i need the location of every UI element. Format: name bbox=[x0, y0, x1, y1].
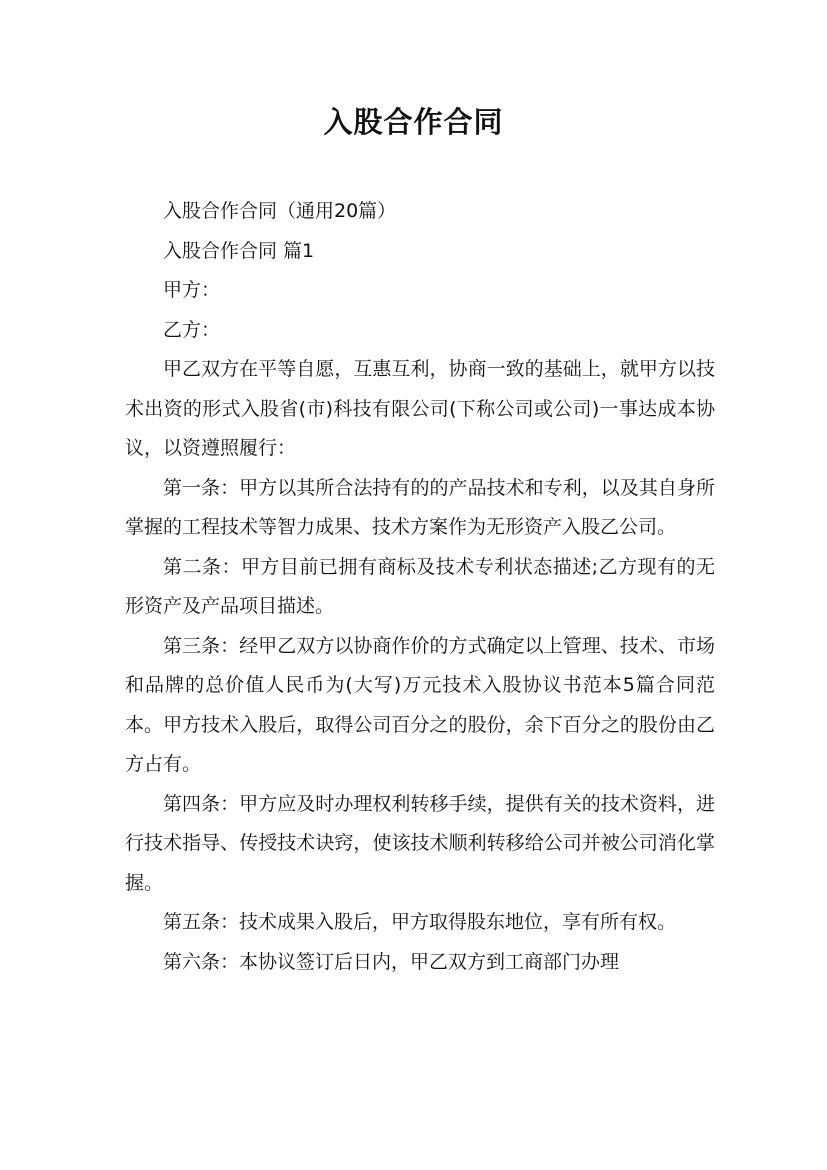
paragraph-subtitle: 入股合作合同（通用20篇） bbox=[163, 200, 397, 222]
paragraph-article-5: 第五条：技术成果入股后，甲方取得股东地位，享有所有权。 bbox=[163, 911, 677, 933]
paragraph-article-2: 第二条：甲方目前已拥有商标及技术专利状态描述;乙方现有的无形资产及产品项目描述。 bbox=[125, 555, 715, 617]
paragraph-party-a: 甲方： bbox=[163, 279, 221, 301]
document-body bbox=[125, 192, 715, 982]
paragraph-article-1: 第一条：甲方以其所合法持有的的产品技术和专利，以及其自身所掌握的工程技术等智力成果、技术方案作为无形资产入股乙公司。 bbox=[125, 476, 715, 538]
document-title: 入股合作合同 bbox=[323, 105, 504, 139]
paragraph-preamble: 甲乙双方在平等自愿，互惠互利，协商一致的基础上，就甲方以技术出资的形式入股省(市)科技有限公司(下称公司或公司)一事达成本协议，以资遵照履行： bbox=[125, 358, 715, 459]
paragraph-article-6: 第六条：本协议签订后日内，甲乙双方到工商部门办理 bbox=[163, 950, 620, 973]
paragraph-article-3: 第三条：经甲乙双方以协商作价的方式确定以上管理、技术、市场和品牌的总价值人民币为(大写)万元技术入股协议书范本5篇合同范本。甲方技术入股后，取得公司百分之的股份，余下百分之的股份由乙方占有。 bbox=[125, 634, 715, 775]
paragraph-section-heading: 入股合作合同 篇1 bbox=[163, 239, 315, 262]
paragraph-article-4: 第四条：甲方应及时办理权利转移手续，提供有关的技术资料，进行技术指导、传授技术诀窍，使该技术顺利转移给公司并被公司消化掌握。 bbox=[125, 792, 715, 894]
paragraph-party-b: 乙方： bbox=[163, 318, 221, 341]
